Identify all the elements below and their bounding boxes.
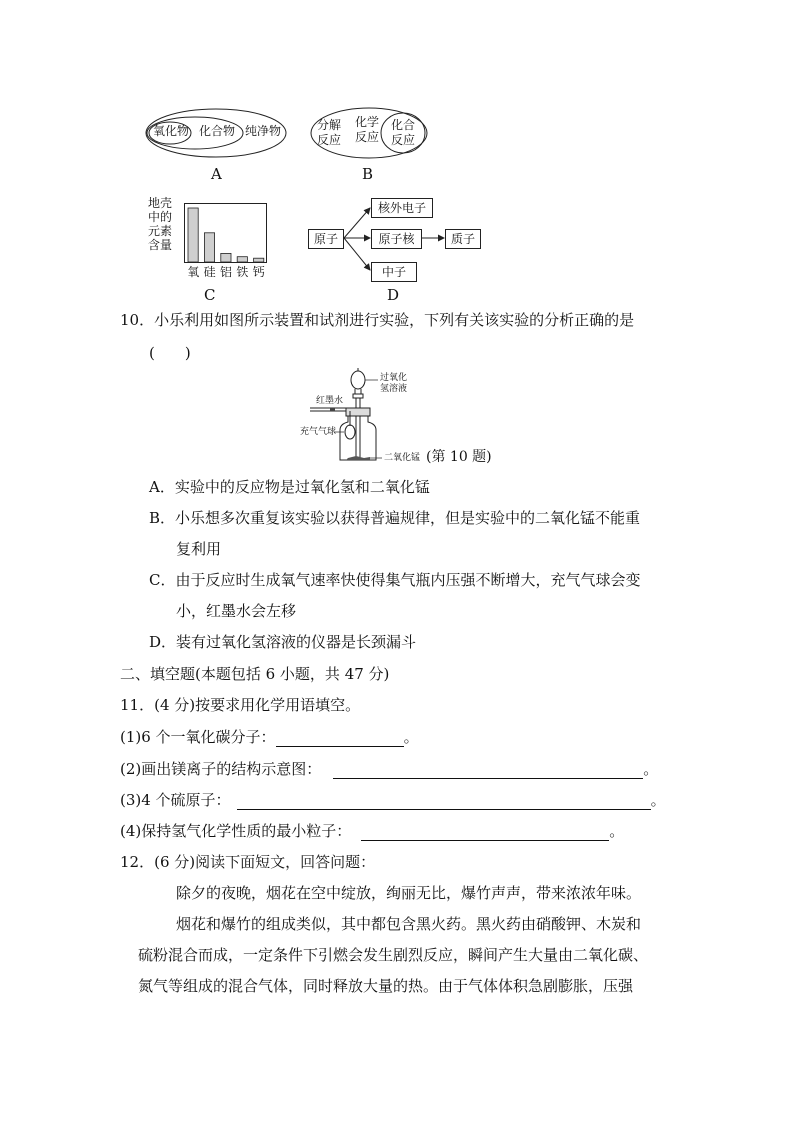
fig-c-ylabel — [148, 196, 172, 252]
q11-part-3-text: (3)4 个硫原子： — [120, 791, 231, 809]
q10-figure-caption: (第 10 题) — [426, 449, 492, 465]
fig-c-caption: C — [204, 286, 216, 304]
x-tick-label: 铁 — [236, 265, 249, 279]
fig-b-caption: B — [362, 165, 374, 183]
q10-mno2-label: 二氧化锰 — [384, 453, 421, 463]
q10-option-c-line2: 小，红墨水会左移 — [176, 602, 297, 620]
fig-b-right-line1: 化合 — [391, 118, 416, 132]
bar-1 — [188, 208, 198, 262]
figure-a — [145, 108, 287, 158]
q10-balloon-label: 充气气球 — [300, 427, 337, 437]
fig-d-caption: D — [387, 286, 400, 304]
q11-part-1-text: (1)6 个一氧化碳分子： — [120, 728, 276, 746]
q11-part-4-blank[interactable] — [361, 826, 609, 841]
figure-b — [309, 106, 429, 160]
figure-d — [308, 196, 480, 284]
fig-c-chart — [184, 203, 268, 279]
q12-passage-line2: 烟花和爆竹的组成类似，其中都包含黑火药。黑火药由硝酸钾、木炭和 — [176, 915, 642, 933]
q10-option-c-line1: C．由于反应时生成氧气速率快使得集气瓶内压强不断增大，充气气球会变 — [149, 571, 641, 589]
q10-apparatus — [298, 368, 498, 466]
q10-option-d: D．装有过氧化氢溶液的仪器是长颈漏斗 — [149, 633, 417, 651]
x-tick-label: 氧 — [187, 265, 200, 279]
fig-b-right-line2: 反应 — [391, 133, 416, 147]
fig-b-left-line2: 反应 — [317, 133, 342, 147]
q10-option-a: A．实验中的反应物是过氧化氢和二氧化锰 — [149, 478, 430, 496]
q10-reagent-label-1: 过氧化 — [380, 373, 408, 383]
q11-part-1-end: 。 — [403, 728, 419, 746]
q11-part-1 — [120, 727, 419, 747]
q11-part-3-blank[interactable] — [237, 795, 651, 810]
q11-part-2-end: 。 — [643, 760, 659, 778]
q12-passage-line1: 除夕的夜晚，烟花在空中绽放，绚丽无比，爆竹声声，带来浓浓年味。 — [176, 884, 642, 902]
fig-b-center-line2: 反应 — [355, 130, 380, 144]
q10-option-b-line2: 复利用 — [176, 540, 222, 558]
q11-part-2-text: (2)画出镁离子的结构示意图： — [120, 760, 322, 778]
fig-b-center-line1: 化学 — [355, 115, 380, 129]
fig-d-proton-box: 质子 — [445, 229, 481, 249]
q10-option-b-line1: B．小乐想多次重复该实验以获得普遍规律，但是实验中的二氧化锰不能重 — [149, 509, 641, 527]
q11-part-2 — [120, 759, 658, 779]
q11-part-3-end: 。 — [650, 791, 666, 809]
q12-passage-line4: 氮气等组成的混合气体，同时释放大量的热。由于气体体积急剧膨胀，压强 — [138, 977, 634, 995]
q10-reagent-label-2: 氢溶液 — [380, 384, 408, 394]
q11-part-3 — [120, 790, 666, 810]
q11-part-4-text: (4)保持氢气化学性质的最小粒子： — [120, 822, 352, 840]
q11-stem: 11．(4 分)按要求用化学用语填空。 — [120, 696, 361, 714]
bar-4 — [237, 257, 247, 262]
q12-stem: 12．(6 分)阅读下面短文，回答问题： — [120, 853, 376, 871]
fig-d-atom-box: 原子 — [308, 229, 344, 249]
fig-a-caption: A — [211, 165, 222, 183]
fig-a-inner-label: 氧化物 — [153, 124, 190, 138]
q11-part-4-end: 。 — [609, 822, 625, 840]
q11-part-4 — [120, 821, 624, 841]
q10-answer-paren: ( ) — [149, 344, 191, 362]
fig-a-outer-label: 纯净物 — [245, 124, 282, 138]
figure-c — [148, 196, 272, 280]
x-tick-label: 硅 — [203, 265, 216, 279]
fig-d-electron-box: 核外电子 — [371, 198, 433, 218]
fig-d-nucleus-box: 原子核 — [371, 229, 422, 249]
bar-3 — [221, 253, 231, 262]
section-heading: 二、填空题(本题包括 6 小题，共 47 分) — [120, 665, 390, 683]
fig-d-neutron-box: 中子 — [371, 262, 417, 282]
q10-stem: 10．小乐利用如图所示装置和试剂进行实验，下列有关该实验的分析正确的是 — [120, 311, 635, 329]
fig-b-left-line1: 分解 — [317, 118, 342, 132]
q12-passage-line3: 硫粉混合而成，一定条件下引燃会发生剧烈反应，瞬间产生大量由二氧化碳、 — [138, 946, 649, 964]
q11-part-2-blank[interactable] — [333, 764, 643, 779]
bar-5 — [254, 258, 264, 262]
x-tick-label: 铝 — [219, 265, 233, 279]
bar-2 — [204, 233, 214, 262]
q11-part-1-blank[interactable] — [276, 732, 404, 747]
fig-c-ylabel-line: 含量 — [148, 238, 173, 252]
fig-a-middle-label: 化合物 — [199, 124, 236, 138]
fig-c-ylabel-line: 中的 — [148, 210, 173, 224]
fig-c-ylabel-line: 元素 — [148, 224, 173, 238]
fig-c-ylabel-line: 地壳 — [148, 196, 173, 210]
x-tick-label: 钙 — [252, 265, 265, 279]
fig-c-bars — [188, 208, 264, 262]
q10-ink-label: 红墨水 — [316, 396, 344, 406]
fig-c-ticks — [187, 264, 265, 279]
